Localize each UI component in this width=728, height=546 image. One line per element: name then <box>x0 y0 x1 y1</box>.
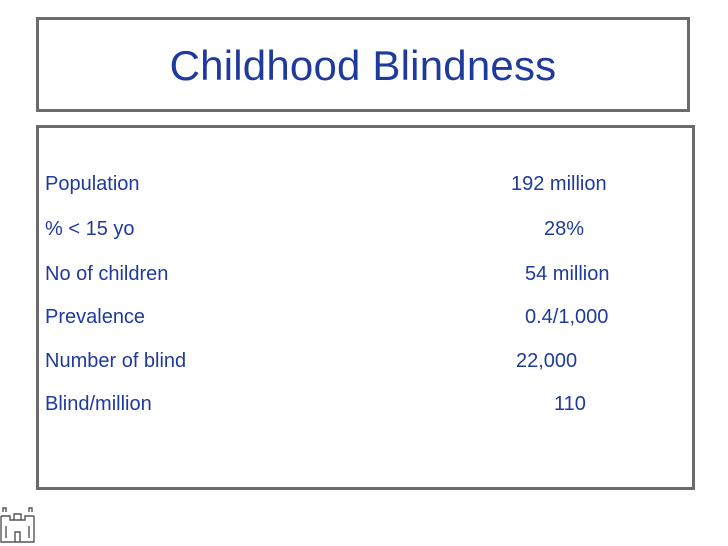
row-label-population: Population <box>45 173 140 195</box>
table-row <box>39 306 692 336</box>
row-value-number-blind: 22,000 <box>516 350 578 372</box>
row-value-children: 54 million <box>525 263 610 285</box>
row-value-under-15: 28% <box>544 218 585 240</box>
row-label-under-15: % < 15 yo <box>45 218 135 240</box>
table-row <box>39 218 692 248</box>
row-label-number-blind: Number of blind <box>45 350 187 372</box>
row-label-prevalence: Prevalence <box>45 306 146 328</box>
row-label-children: No of children <box>45 263 169 285</box>
row-value-blind-per-million: 110 <box>554 393 586 415</box>
row-value-population: 192 million <box>511 173 607 195</box>
title-box <box>36 17 690 112</box>
building-logo-icon <box>0 506 36 544</box>
table-row <box>39 263 692 293</box>
table-row <box>39 393 692 423</box>
slide-title: Childhood Blindness <box>169 42 557 89</box>
table-row <box>39 350 692 380</box>
content-box <box>36 125 695 490</box>
row-value-prevalence: 0.4/1,000 <box>525 306 609 328</box>
row-label-blind-per-million: Blind/million <box>45 393 152 415</box>
table-row <box>39 173 692 203</box>
